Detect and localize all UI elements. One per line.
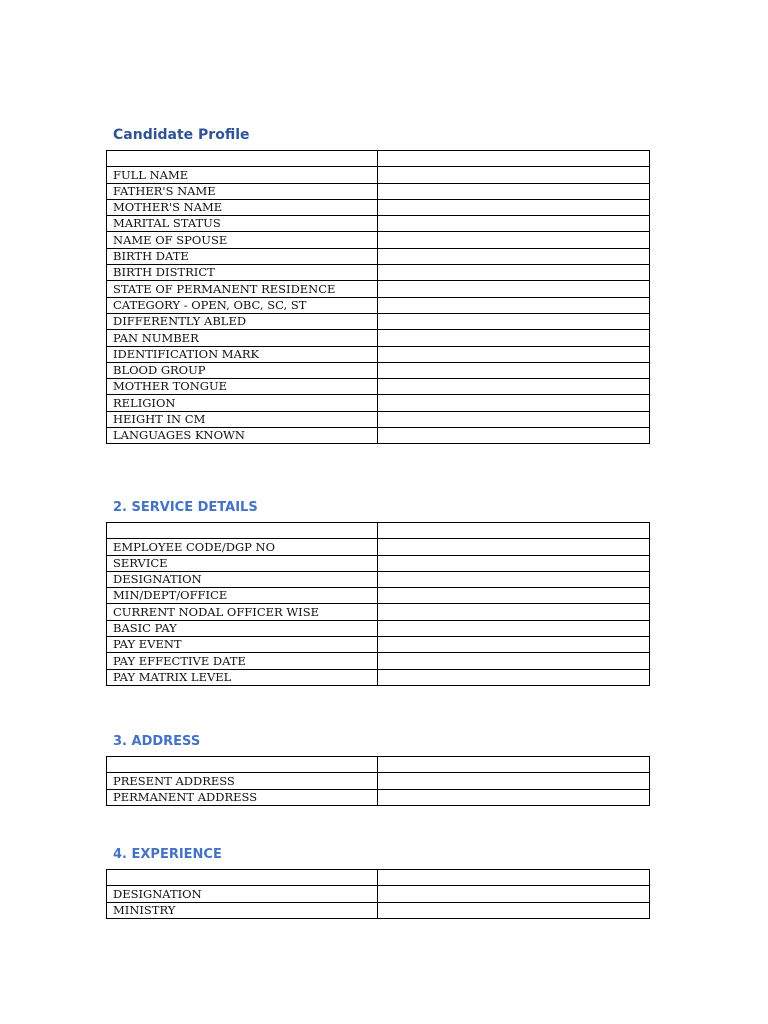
field-label: MINISTRY <box>107 902 378 918</box>
table-row <box>107 199 650 215</box>
experience-table <box>106 869 650 919</box>
table-row <box>107 395 650 411</box>
field-label: PAY EFFECTIVE DATE <box>107 653 378 669</box>
table-row <box>107 886 650 902</box>
field-label: CATEGORY - OPEN, OBC, SC, ST <box>107 297 378 313</box>
field-value-cell[interactable] <box>378 571 650 587</box>
field-value-cell[interactable] <box>378 555 650 571</box>
table-row <box>107 669 650 685</box>
table-row <box>107 428 650 444</box>
field-value-cell[interactable] <box>378 167 650 183</box>
field-value-cell[interactable] <box>378 297 650 313</box>
field-value-cell[interactable] <box>378 199 650 215</box>
field-label: BLOOD GROUP <box>107 362 378 378</box>
header-cell-empty <box>107 523 378 539</box>
table-row <box>107 362 650 378</box>
field-value-cell[interactable] <box>378 248 650 264</box>
field-value-cell[interactable] <box>378 183 650 199</box>
field-value-cell[interactable] <box>378 604 650 620</box>
table-row <box>107 379 650 395</box>
table-row <box>107 588 650 604</box>
field-label: DIFFERENTLY ABLED <box>107 313 378 329</box>
field-label: BIRTH DATE <box>107 248 378 264</box>
field-value-cell[interactable] <box>378 379 650 395</box>
table-row <box>107 346 650 362</box>
field-label: MOTHER'S NAME <box>107 199 378 215</box>
field-label: SERVICE <box>107 555 378 571</box>
table-row <box>107 411 650 427</box>
field-label: FULL NAME <box>107 167 378 183</box>
field-label: BIRTH DISTRICT <box>107 265 378 281</box>
table-row <box>107 297 650 313</box>
field-label: MIN/DEPT/OFFICE <box>107 588 378 604</box>
candidate-profile-table <box>106 150 650 444</box>
field-label: CURRENT NODAL OFFICER WISE <box>107 604 378 620</box>
table-row <box>107 313 650 329</box>
field-label: IDENTIFICATION MARK <box>107 346 378 362</box>
field-value-cell[interactable] <box>378 870 650 886</box>
field-value-cell[interactable] <box>378 523 650 539</box>
field-value-cell[interactable] <box>378 757 650 773</box>
field-value-cell[interactable] <box>378 428 650 444</box>
table-row <box>107 281 650 297</box>
field-value-cell[interactable] <box>378 789 650 805</box>
field-label: BASIC PAY <box>107 620 378 636</box>
section-title-candidate-profile: Candidate Profile <box>113 127 250 143</box>
field-value-cell[interactable] <box>378 637 650 653</box>
service-details-table <box>106 522 650 686</box>
field-label: PERMANENT ADDRESS <box>107 789 378 805</box>
field-value-cell[interactable] <box>378 232 650 248</box>
field-label: MOTHER TONGUE <box>107 379 378 395</box>
field-label: EMPLOYEE CODE/DGP NO <box>107 539 378 555</box>
field-value-cell[interactable] <box>378 653 650 669</box>
field-label: HEIGHT IN CM <box>107 411 378 427</box>
table-row <box>107 637 650 653</box>
field-label: PAY MATRIX LEVEL <box>107 669 378 685</box>
table-row <box>107 555 650 571</box>
field-label: NAME OF SPOUSE <box>107 232 378 248</box>
field-value-cell[interactable] <box>378 669 650 685</box>
field-value-cell[interactable] <box>378 902 650 918</box>
field-value-cell[interactable] <box>378 346 650 362</box>
table-row <box>107 216 650 232</box>
table-row <box>107 773 650 789</box>
table-row <box>107 870 650 886</box>
field-label: FATHER'S NAME <box>107 183 378 199</box>
header-cell-empty <box>107 151 378 167</box>
table-row <box>107 232 650 248</box>
field-value-cell[interactable] <box>378 151 650 167</box>
table-row <box>107 620 650 636</box>
field-value-cell[interactable] <box>378 588 650 604</box>
field-value-cell[interactable] <box>378 886 650 902</box>
section-title-experience: 4. EXPERIENCE <box>113 847 222 862</box>
table-row <box>107 571 650 587</box>
field-value-cell[interactable] <box>378 362 650 378</box>
field-value-cell[interactable] <box>378 281 650 297</box>
table-row <box>107 902 650 918</box>
field-value-cell[interactable] <box>378 313 650 329</box>
field-value-cell[interactable] <box>378 411 650 427</box>
field-label: MARITAL STATUS <box>107 216 378 232</box>
field-label: PRESENT ADDRESS <box>107 773 378 789</box>
field-label: DESIGNATION <box>107 886 378 902</box>
field-value-cell[interactable] <box>378 773 650 789</box>
field-value-cell[interactable] <box>378 265 650 281</box>
field-value-cell[interactable] <box>378 539 650 555</box>
header-cell-empty <box>107 870 378 886</box>
table-row <box>107 653 650 669</box>
table-row <box>107 523 650 539</box>
table-row <box>107 183 650 199</box>
field-label: DESIGNATION <box>107 571 378 587</box>
table-row <box>107 330 650 346</box>
field-label: LANGUAGES KNOWN <box>107 428 378 444</box>
header-cell-empty <box>107 757 378 773</box>
field-value-cell[interactable] <box>378 330 650 346</box>
field-value-cell[interactable] <box>378 620 650 636</box>
table-row <box>107 757 650 773</box>
field-label: STATE OF PERMANENT RESIDENCE <box>107 281 378 297</box>
table-row <box>107 265 650 281</box>
table-row <box>107 604 650 620</box>
table-row <box>107 789 650 805</box>
section-title-address: 3. ADDRESS <box>113 734 201 749</box>
table-row <box>107 539 650 555</box>
field-label: PAN NUMBER <box>107 330 378 346</box>
section-title-service-details: 2. SERVICE DETAILS <box>113 500 258 515</box>
field-label: RELIGION <box>107 395 378 411</box>
table-row <box>107 248 650 264</box>
field-value-cell[interactable] <box>378 216 650 232</box>
field-value-cell[interactable] <box>378 395 650 411</box>
table-row <box>107 167 650 183</box>
field-label: PAY EVENT <box>107 637 378 653</box>
table-row <box>107 151 650 167</box>
address-table <box>106 756 650 806</box>
